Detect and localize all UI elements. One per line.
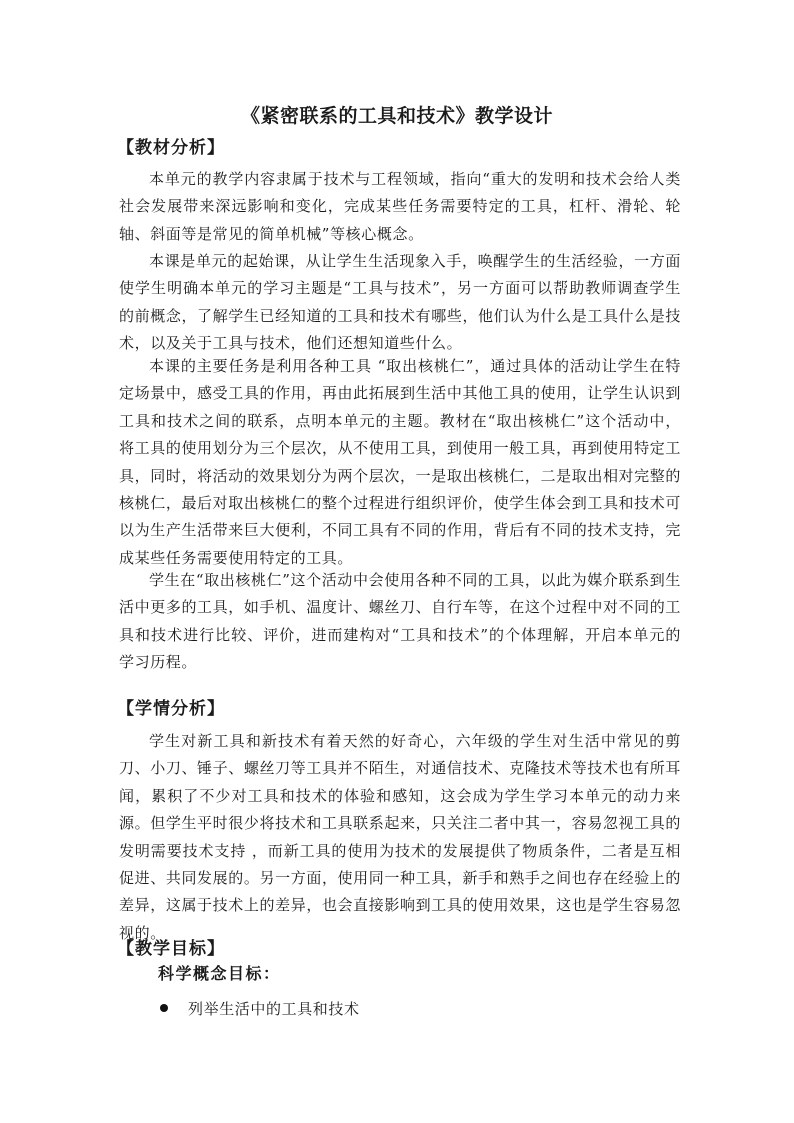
objectives-subheading: 科学概念目标： — [158, 964, 281, 983]
paragraph: 学生对新工具和新技术有着天然的好奇心，六年级的学生对生活中常见的剪刀、小刀、锤子、螺丝刀等工具并不陌生，对通信技术、克隆技术等技术也有所耳闻，累积了不少对工具和技术的体验和感知，这会成为学生学习本单元的动力来源。但学生平时很少将技术和工具联系起来，只关注二者中其一，容易忽视工具的发明需要技术支持 ，而新工具的使用为技术的发展提供了物质条件，二者是互相促进、共同发展的。另一方面，使用同一种工具，新手和熟手之间也存在经验上的差异，这属于技术上的差异，也会直接影响到工具的使用效果，这也是学生容易忽视的。 — [119, 732, 681, 942]
paragraph: 本单元的教学内容隶属于技术与工程领域，指向“重大的发明和技术会给人类社会发展带来深远影响和变化，完成某些任务需要特定的工具，杠杆、滑轮、轮轴、斜面等是常见的简单机械”等核心概念。 — [119, 170, 681, 243]
section-heading-textbook-analysis: 【教材分析】 — [117, 138, 225, 158]
document-title: 《紧密联系的工具和技术》教学设计 — [240, 105, 553, 127]
paragraph: 本课的主要任务是利用各种工具 “取出核桃仁”，通过具体的活动让学生在特定场景中，感受工具的作用，再由此拓展到生活中其他工具的使用，让学生认识到工具和技术之间的联系，点明本单元的主题。教材在“取出核桃仁”这个活动中，将工具的使用划分为三个层次，从不使用工具，到使用一般工具，再到使用特定工具，同时，将活动的效果划分为两个层次，一是取出核桃仁，二是取出相对完整的核桃仁，最后对取出核桃仁的整个过程进行组织评价，使学生体会到工具和技术可以为生产生活带来巨大便利，不同工具有不同的作用，背后有不同的技术支持，完成某些任务需要使用特定的工具。 — [119, 357, 681, 567]
paragraph: 学生在“取出核桃仁”这个活动中会使用各种不同的工具，以此为媒介联系到生活中更多的工具，如手机、温度计、螺丝刀、自行车等，在这个过程中对不同的工具和技术进行比较、评价，进而建构对“工具和技术”的个体理解，开启本单元的学习历程。 — [119, 571, 681, 672]
bullet-text: 列举生活中的工具和技术 — [188, 999, 360, 1018]
paragraph: 本课是单元的起始课，从让学生生活现象入手，唤醒学生的生活经验，一方面使学生明确本单元的学习主题是“工具与技术”，另一方面可以帮助教师调查学生的前概念，了解学生已经知道的工具和技术有哪些，他们认为什么是工具什么是技术，以及关于工具与技术，他们还想知道些什么。 — [119, 252, 681, 353]
bullet-dot-icon — [160, 1004, 168, 1012]
bullet-item — [158, 996, 360, 1020]
section-heading-learner-analysis: 【学情分析】 — [117, 699, 225, 719]
section-heading-objectives: 【教学目标】 — [117, 939, 225, 959]
